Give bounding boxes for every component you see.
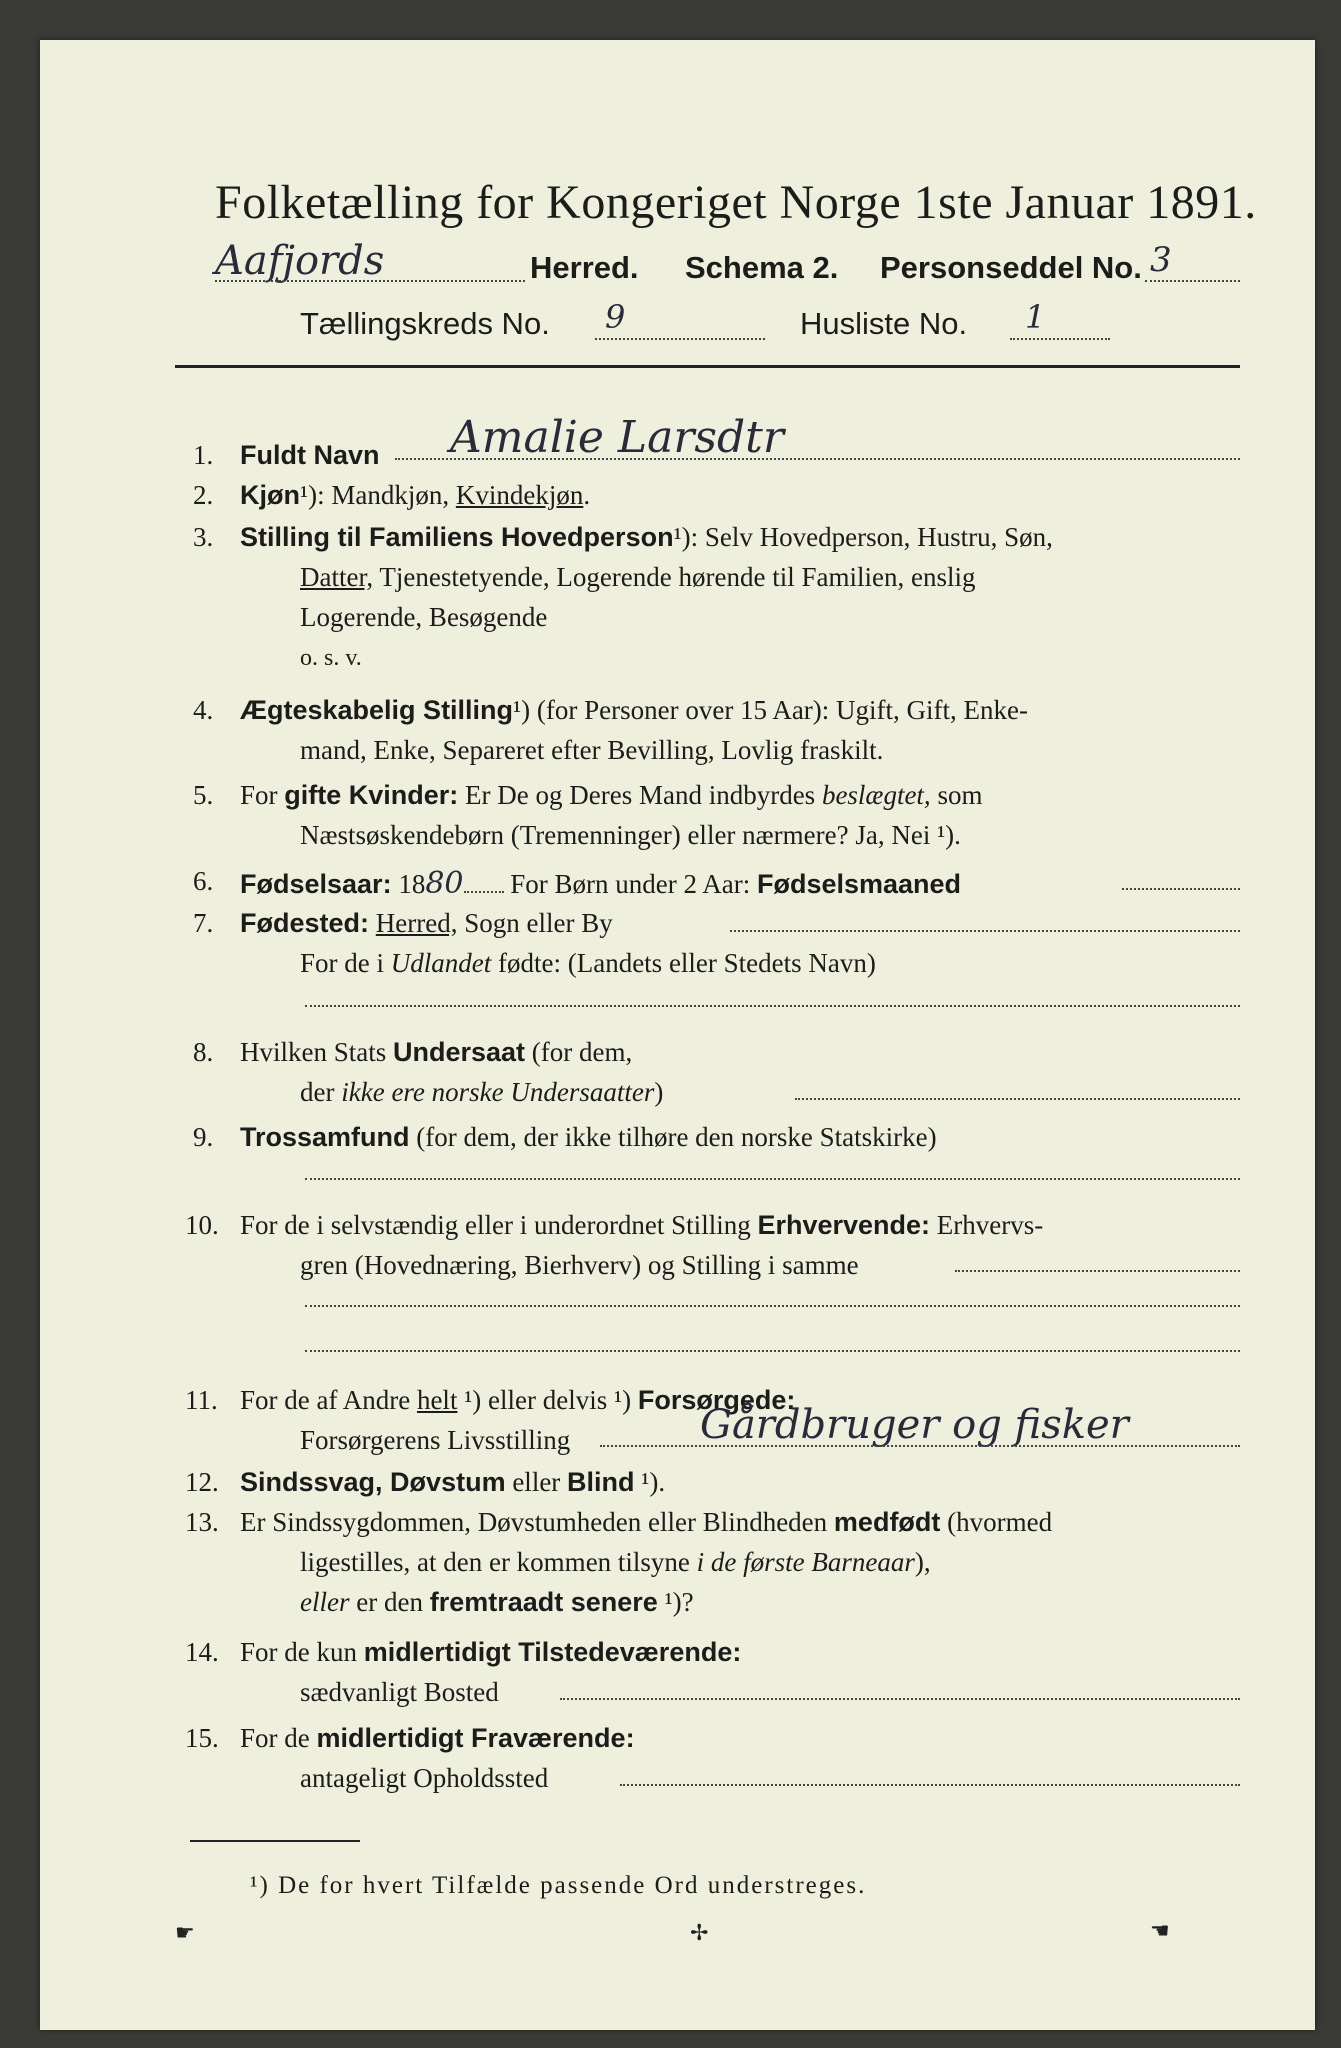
congenital-line3: eller er den fremtraadt senere ¹)? — [300, 1587, 694, 1617]
sex-label: Kjøn — [240, 480, 300, 510]
form-title: Folketælling for Kongeriget Norge 1ste Januar 1891. — [215, 176, 1257, 229]
later-onset-label: fremtraadt senere — [429, 1587, 658, 1617]
birth-month-label: Fødselsmaaned — [756, 869, 962, 899]
temporary-absent-label: midlertidigt Fraværende: — [316, 1723, 635, 1753]
footnote-rule — [190, 1840, 360, 1842]
supported-line1: For de af Andre helt ¹) eller delvis ¹) Forsørgede: — [240, 1385, 796, 1415]
birthplace-label: Fødested: — [240, 908, 370, 938]
item-number: 3. — [193, 522, 214, 552]
item-number: 10. — [185, 1210, 219, 1240]
birthplace-selected: Herred, — [375, 908, 458, 938]
occupation-line2: gren (Hovednæring, Bierhverv) og Stilling i samme — [300, 1250, 859, 1280]
item-number: 15. — [185, 1723, 219, 1753]
married-women-label: gifte Kvinder: — [284, 780, 459, 810]
family-position-line3: Logerende, Besøgende — [300, 602, 548, 632]
item-number: 5. — [193, 780, 214, 810]
marital-line1 — [240, 695, 1028, 726]
temporary-absent-line1: For de midlertidigt Fraværende: — [240, 1723, 635, 1753]
item-number: 4. — [193, 695, 214, 725]
married-women-line1: For gifte Kvinder: Er De og Deres Mand indbyrdes beslægtet, som — [240, 780, 983, 810]
full-name-value: Amalie Larsdtr — [450, 412, 784, 463]
subject-line1: Hvilken Stats Undersaat (for dem, — [240, 1037, 633, 1067]
usual-residence-label: sædvanligt Bosted — [300, 1677, 499, 1707]
item-number: 9. — [193, 1122, 214, 1152]
supported-selected: helt — [416, 1385, 458, 1415]
congenital-line1: Er Sindssygdommen, Døvstumheden eller Blindheden medfødt (hvormed — [240, 1507, 1053, 1537]
family-position-options2: Tjenestetyende, Logerende hørende til Familien, enslig — [373, 562, 976, 592]
family-position-selected: Datter, — [300, 562, 374, 592]
item-number: 6. — [193, 866, 214, 896]
congenital-label: medfødt — [833, 1507, 941, 1537]
family-position-line2 — [300, 562, 975, 593]
corner-mark-right: ☚ — [1150, 1918, 1170, 1943]
disability-label: Sindssvag, Døvstum — [240, 1467, 506, 1497]
married-women-line2: Næstsøskendebørn (Tremenninger) eller nærmere? Ja, Nei ¹). — [300, 820, 961, 850]
blind-label: Blind — [567, 1467, 635, 1497]
birth-year-label: Fødselsaar: — [240, 869, 392, 899]
item-number: 14. — [185, 1637, 219, 1667]
religion-label: Trossamfund — [240, 1122, 410, 1152]
disability-line: Sindssvag, Døvstum eller Blind ¹). — [240, 1467, 666, 1497]
schema-label: Schema 2. — [685, 250, 839, 285]
marital-options: ¹) (for Personer over 15 Aar): Ugift, Gift, Enke- — [513, 695, 1028, 725]
herred-label: Herred. — [530, 250, 639, 285]
birthplace-line1: Fødested: Herred, Sogn eller By — [240, 908, 613, 938]
center-mark: ✢ — [690, 1920, 709, 1945]
sex-selected: Kvindekjøn — [455, 480, 584, 510]
item-number: 11. — [185, 1385, 218, 1415]
family-position-options: ¹): Selv Hovedperson, Hustru, Søn, — [673, 522, 1053, 552]
kreds-number: 9 — [605, 298, 626, 336]
personseddel-label: Personseddel No. — [880, 250, 1142, 285]
temporary-present-line1: For de kun midlertidigt Tilstedeværende: — [240, 1637, 742, 1667]
family-position-label: Stilling til Familiens Hovedperson — [240, 522, 674, 552]
temporary-present-label: midlertidigt Tilstedeværende: — [363, 1637, 742, 1667]
item-number: 2. — [193, 480, 214, 510]
full-name-label: Fuldt Navn — [240, 440, 380, 470]
sex-line: Kjøn¹): Mandkjøn, Kvindekjøn. — [240, 480, 591, 510]
item-number: 1. — [193, 440, 214, 470]
marital-line2: mand, Enke, Separeret efter Bevilling, Lovlig fraskilt. — [300, 735, 884, 765]
family-position-line4: o. s. v. — [300, 645, 362, 671]
personseddel-number: 3 — [1150, 240, 1172, 280]
marital-label: Ægteskabelig Stilling — [240, 695, 514, 725]
provider-occupation-value: Gårdbruger og fisker — [700, 1402, 1129, 1448]
item-number: 7. — [193, 908, 214, 938]
congenital-line2: ligestilles, at den er kommen tilsyne i de første Barneaar), — [300, 1547, 931, 1577]
family-position-line1 — [240, 522, 1053, 553]
header-rule — [175, 365, 1240, 368]
census-form-sheet — [40, 40, 1315, 2030]
husliste-number: 1 — [1025, 298, 1046, 336]
subject-line2: der ikke ere norske Undersaatter) — [300, 1077, 664, 1107]
provider-occupation-label: Forsørgerens Livsstilling — [300, 1425, 571, 1455]
item-number: 12. — [185, 1467, 219, 1497]
corner-mark-left: ☛ — [175, 1920, 195, 1945]
birth-year-value: 80 — [425, 866, 464, 901]
birthplace-line2: For de i Udlandet fødte: (Landets eller Stedets Navn) — [300, 948, 876, 978]
item-number: 13. — [185, 1507, 219, 1537]
footnote: ¹) De for hvert Tilfælde passende Ord understreges. — [250, 1872, 867, 1899]
sex-options: ¹): Mandkjøn, — [300, 480, 456, 510]
supported-label: Forsørgede: — [637, 1385, 796, 1415]
herred-handwritten: Aafjords — [215, 238, 385, 284]
religion-line: Trossamfund (for dem, der ikke tilhøre den norske Statskirke) — [240, 1122, 937, 1152]
kreds-label: Tællingskreds No. — [300, 306, 550, 341]
subject-label: Undersaat — [393, 1037, 526, 1067]
birth-year-line: Fødselsaar: 1880 For Børn under 2 Aar: Fødselsmaaned — [240, 866, 962, 901]
presumed-residence-label: antageligt Opholdssted — [300, 1763, 549, 1793]
husliste-label: Husliste No. — [800, 306, 968, 341]
occupation-label: Erhvervende: — [757, 1210, 931, 1240]
occupation-line1: For de i selvstændig eller i underordnet Stilling Erhvervende: Erhvervs- — [240, 1210, 1044, 1240]
item-number: 8. — [193, 1037, 214, 1067]
